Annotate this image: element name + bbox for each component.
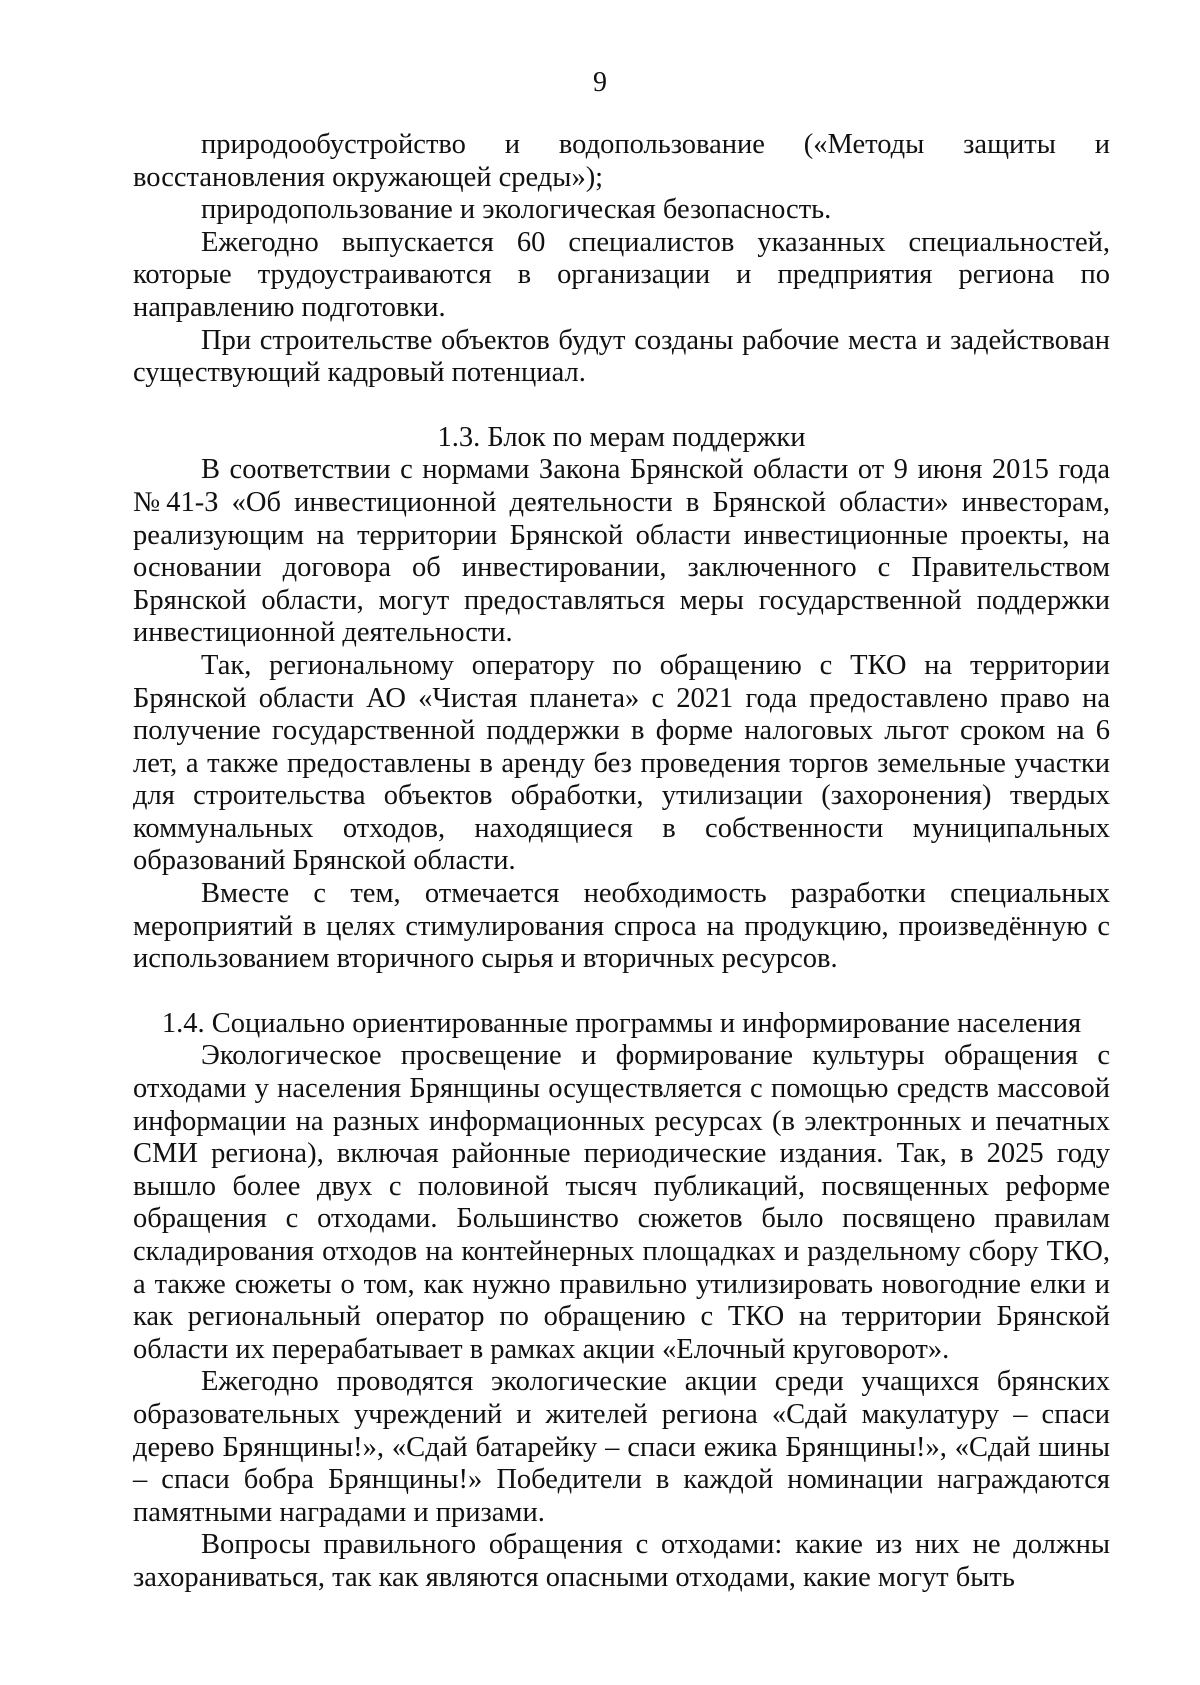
page-number: 9 <box>593 67 607 98</box>
section-spacer <box>133 976 1110 1008</box>
body-paragraph: Экологическое просвещение и формирование культуры обращения с отходами у населения Брянщины осуществляется с помощью средств массовой информации на разных информационных ресурсах (в электронных и печатных СМИ региона), включая районные периодические издания. Так, в 2025 году вышло более двух с половиной тысяч публикаций, посвященных реформе обращения с отходами. Большинство сюжетов было посвящено правилам складирования отходов на контейнерных площадках и раздельному сбору ТКО, а также сюжеты о том, как нужно правильно утилизировать новогодние елки и как региональный оператор по обращению с ТКО на территории Брянской области их перерабатывает в рамках акции «Елочный круговорот». <box>133 1040 1110 1365</box>
body-paragraph: Ежегодно проводятся экологические акции среди учащихся брянских образовательных учреждений и жителей региона «Сдай макулатуру – спаси дерево Брянщины!», «Сдай батарейку – спаси ежика Брянщины!», «Сдай шины – спаси бобра Брянщины!» Победители в каждой номинации награждаются памятными наградами и призами. <box>133 1366 1110 1528</box>
section-heading: 1.3. Блок по мерам поддержки <box>437 421 806 453</box>
body-paragraph: природопользование и экологическая безопасность. <box>201 194 832 226</box>
body-paragraph: В соответствии с нормами Закона Брянской области от 9 июня 2015 года №41-З «Об инвестиционной деятельности в Брянской области» инвесторам, реализующим на территории Брянской области инвестиционные проекты, на основании договора об инвестировании, заключенного с Правительством Брянской области, могут предоставляться меры государственной поддержки инвестиционной деятельности. <box>133 454 1110 649</box>
body-paragraph: При строительстве объектов будут созданы рабочие места и задействован существующий кадровый потенциал. <box>133 324 1110 389</box>
body-paragraph: Вопросы правильного обращения с отходами: какие из них не должны захораниваться, так как являются опасными отходами, какие могут быть <box>133 1529 1110 1593</box>
body-paragraph: Вместе с тем, отмечается необходимость разработки специальных мероприятий в целях стимулирования спроса на продукцию, произведённую с использованием вторичного сырья и вторичных ресурсов. <box>133 878 1110 975</box>
body-paragraph: Ежегодно выпускается 60 специалистов указанных специальностей, которые трудоустраиваются в организации и предприятия региона по направлению подготовки. <box>133 226 1110 323</box>
body-paragraph: Так, региональному оператору по обращению с ТКО на территории Брянской области АО «Чистая планета» с 2021 года предоставлено право на получение государственной поддержки в форме налоговых льгот сроком на 6 лет, а также предоставлены в аренду без проведения торгов земельные участки для строительства объектов обработки, утилизации (захоронения) твердых коммунальных отходов, находящиеся в собственности муниципальных образований Брянской области. <box>133 649 1110 877</box>
document-body <box>133 129 1110 1595</box>
section-heading: 1.4. Социально ориентированные программы и информирование населения <box>161 1007 1082 1039</box>
section-spacer <box>133 390 1110 422</box>
body-paragraph: природообустройство и водопользование («Методы защиты и восстановления окружающей среды»); <box>133 129 1110 193</box>
